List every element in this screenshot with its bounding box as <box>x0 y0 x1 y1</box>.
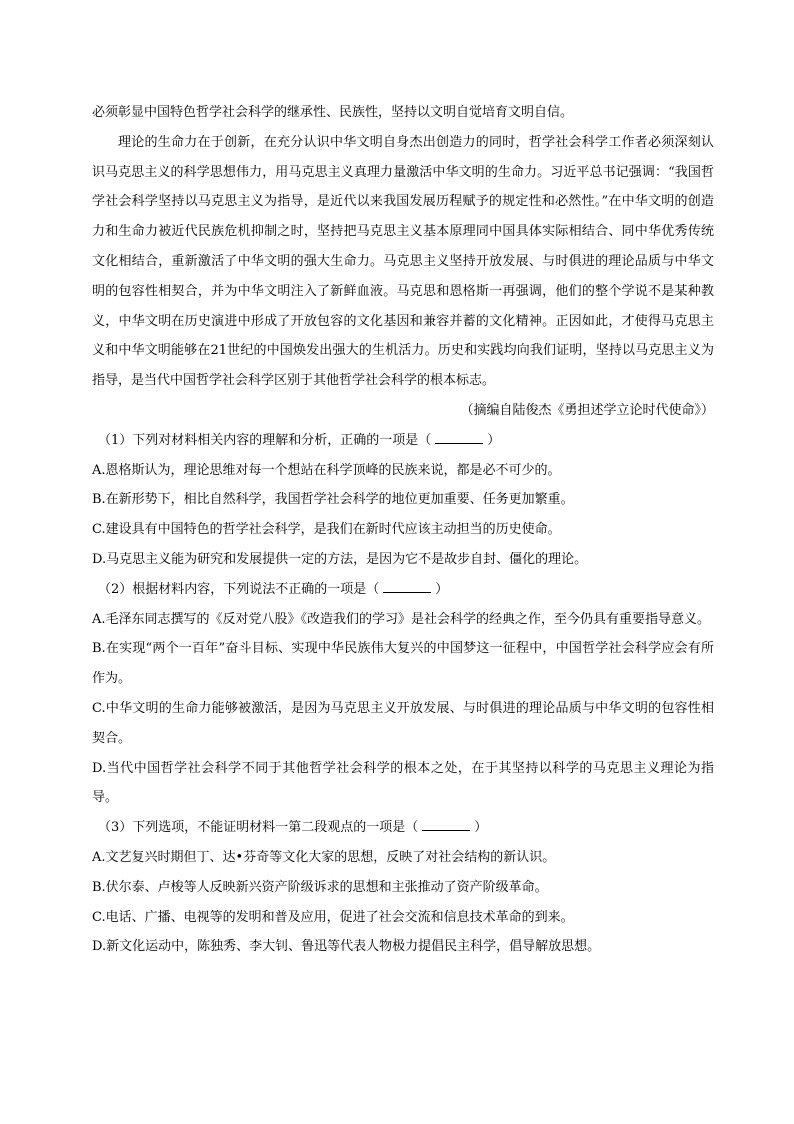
question-3-text: （3）下列选项，不能证明材料一第二段观点的一项是（ <box>98 820 419 836</box>
question-3-stem <box>92 813 714 843</box>
question-1-option-b: B.在新形势下，相比自然科学，我国哲学社会科学的地位更加重要、任务更加繁重。 <box>92 492 574 508</box>
question-1-option-d: D.马克思主义能为研究和发展提供一定的方法，是因为它不是故步自封、僵化的理论。 <box>92 551 588 567</box>
question-2-option-c: C.中华文明的生命力能够被激活，是因为马克思主义开放发展、与时俱进的理论品质与中华文明的包容性相契合。 <box>92 700 714 746</box>
question-1-text: （1）下列对材料相关内容的理解和分析，正确的一项是（ <box>98 432 432 448</box>
document-page <box>92 98 714 962</box>
question-1-option-a: A.恩格斯认为，理论思维对每一个想站在科学顶峰的民族来说，都是必不可少的。 <box>92 462 561 478</box>
question-1-stem <box>92 426 714 456</box>
answer-blank[interactable] <box>422 818 470 831</box>
question-2-stem <box>92 575 714 605</box>
question-3-option-a: A.文艺复兴时期但丁、达•芬奇等文化大家的思想，反映了对社会结构的新认识。 <box>92 849 556 865</box>
question-3-option-d: D.新文化运动中，陈独秀、李大钊、鲁迅等代表人物极力提倡民主科学，倡导解放思想。 <box>92 939 601 955</box>
question-1-option-c: C.建设具有中国特色的哲学社会科学，是我们在新时代应该主动担当的历史使命。 <box>92 522 561 538</box>
question-2-option-a: A.毛泽东同志撰写的《反对党八股》《改造我们的学习》是社会科学的经典之作，至今仍具有重要指导意义。 <box>92 611 711 627</box>
question-2-option-d: D.当代中国哲学社会科学不同于其他哲学社会科学的根本之处，在于其坚持以科学的马克思主义理论为指导。 <box>92 760 714 806</box>
answer-blank[interactable] <box>383 580 431 593</box>
passage-continuation: 必须彰显中国特色哲学社会科学的继承性、民族性，坚持以文明自觉培育文明自信。 <box>92 105 574 120</box>
answer-blank[interactable] <box>435 431 483 444</box>
question-1-close: ） <box>487 432 501 448</box>
question-2-option-b: B.在实现“两个一百年”奋斗目标、实现中华民族伟大复兴的中国梦这一征程中，中国哲学社会科学应会有所作为。 <box>92 641 714 687</box>
question-3-close: ） <box>474 820 488 836</box>
question-2-close: ） <box>435 581 449 597</box>
question-3-option-b: B.伏尔泰、卢梭等人反映新兴资产阶级诉求的思想和主张推动了资产阶级革命。 <box>92 879 548 895</box>
passage-paragraph: 理论的生命力在于创新，在充分认识中华文明自身杰出创造力的同时，哲学社会科学工作者必须深刻认识马克思主义的科学思想伟力，用马克思主义真理力量激活中华文明的生命力。习近平总书记强调：“我国哲学社会科学坚持以马克思主义为指导，是近代以来我国发展历程赋予的规定性和必然性。”在中华文明的创造力和生命力被近代民族危机抑制之时，坚持把马克思主义基本原理同中国具体实际相结合、同中华优秀传统文化相结合，重新激活了中华文明的强大生命力。马克思主义坚持开放发展、与时俱进的理论品质与中华文明的包容性相契合，并为中华文明注入了新鲜血液。马克思和恩格斯一再强调，他们的整个学说不是某种教义，中华文明在历史演进中形成了开放包容的文化基因和兼容并蓄的文化精神。正因如此，才使得马克思主义和中华文明能够在21世纪的中国焕发出强大的生机活力。历史和实践均向我们证明，坚持以马克思主义为指导，是当代中国哲学社会科学区别于其他哲学社会科学的根本标志。 <box>92 134 714 389</box>
passage-source: （摘编自陆俊杰《勇担述学立论时代使命》） <box>460 402 714 418</box>
question-3-option-c: C.电话、广播、电视等的发明和普及应用，促进了社会交流和信息技术革命的到来。 <box>92 909 574 925</box>
question-2-text: （2）根据材料内容，下列说法不正确的一项是（ <box>98 581 380 597</box>
